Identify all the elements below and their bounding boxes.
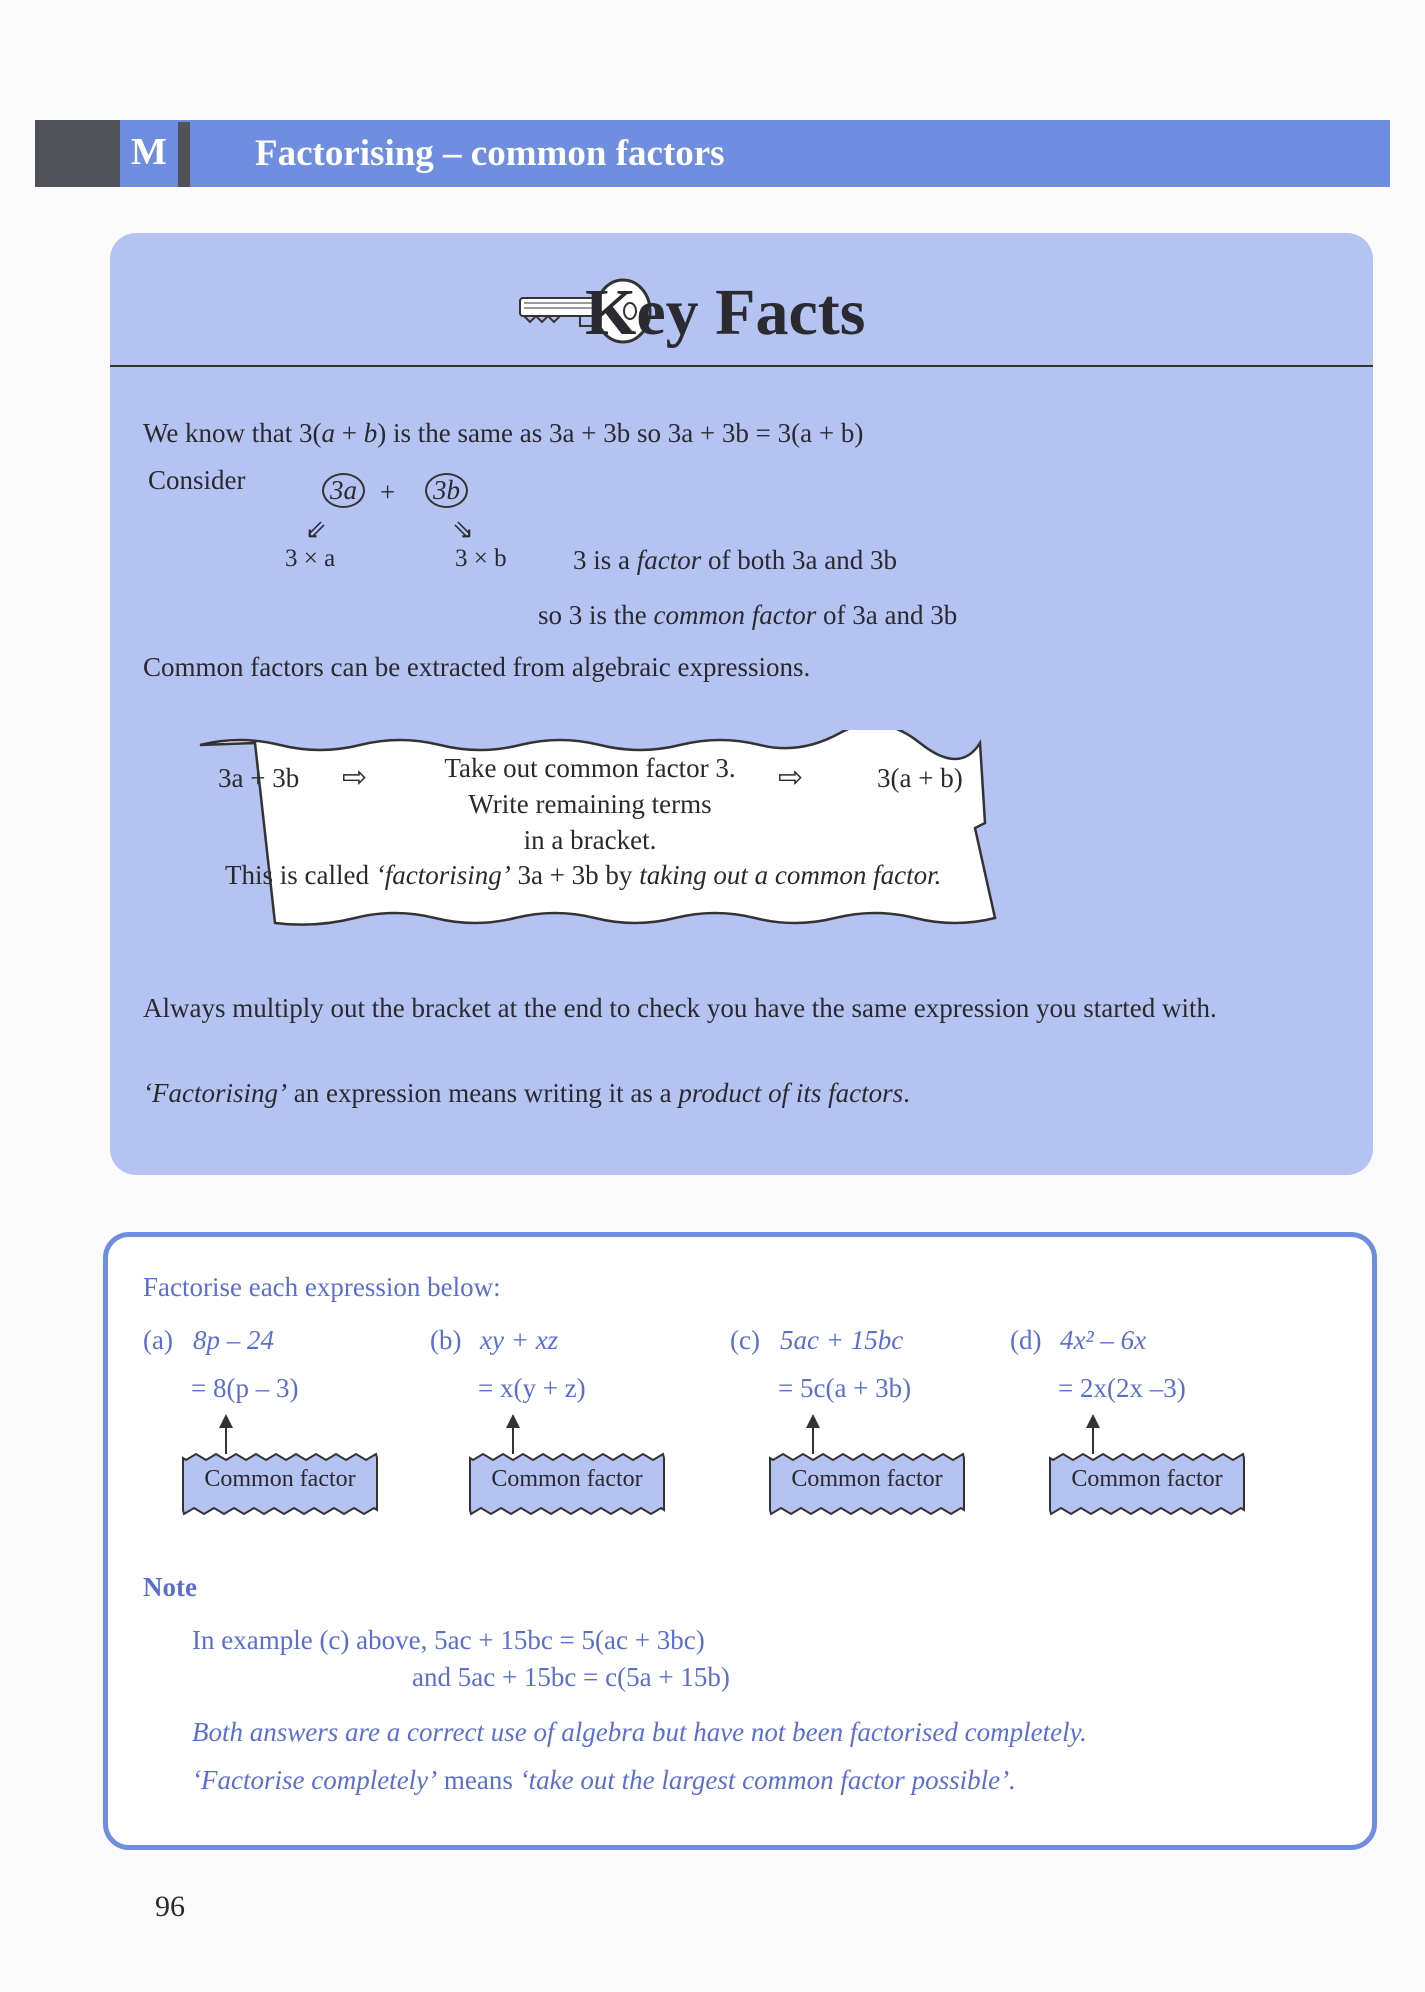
- common-factor-label: Common factor: [181, 1452, 379, 1512]
- example-expression: xy + xz: [480, 1325, 559, 1355]
- intro-line: We know that 3(a + b) is the same as 3a + 3b so 3a + 3b = 3(a + b): [143, 418, 864, 448]
- example-answer: = 8(p – 3): [191, 1373, 299, 1403]
- arrow-up-icon: [225, 1420, 227, 1454]
- consider-label: Consider: [148, 465, 246, 495]
- section-letter: M: [131, 131, 167, 173]
- common-factor-statement: so 3 is the common factor of 3a and 3b: [538, 600, 958, 630]
- check-advice: Always multiply out the bracket at the end to check you have the same expression you started with.: [143, 993, 1217, 1023]
- example-answer: = 5c(a + 3b): [778, 1373, 912, 1403]
- arrow-up-icon: [1092, 1420, 1094, 1454]
- common-factor-label: Common factor: [1048, 1452, 1246, 1512]
- factorising-definition: ‘Factorising’ an expression means writing it as a product of its factors.: [143, 1078, 910, 1108]
- key-facts-panel: [110, 233, 1373, 1175]
- page-number: 96: [155, 1890, 185, 1923]
- extract-statement: Common factors can be extracted from algebraic expressions.: [143, 652, 811, 682]
- term-3a: 3a: [322, 473, 365, 508]
- example-label: (d): [1010, 1325, 1042, 1355]
- example-expression: 8p – 24: [193, 1325, 274, 1355]
- example-label: (b): [430, 1325, 462, 1355]
- arrow-right-icon: ⇨: [778, 761, 804, 794]
- arrow-up-icon: [512, 1420, 514, 1454]
- example-label: (a): [143, 1325, 173, 1355]
- chapter-header: [35, 120, 1390, 187]
- callout-lhs: 3a + 3b: [218, 763, 300, 793]
- note-line-1: In example (c) above, 5ac + 15bc = 5(ac + 3bc): [192, 1625, 705, 1655]
- expansion-3b: 3 × b: [455, 545, 507, 572]
- examples-intro: Factorise each expression below:: [143, 1272, 501, 1302]
- example-expression: 4x² – 6x: [1060, 1325, 1147, 1355]
- callout-instructions: Take out common factor 3. Write remaining terms in a bracket.: [444, 753, 736, 855]
- callout-summary: This is called ‘factorising’ 3a + 3b by taking out a common factor.: [225, 860, 942, 890]
- example-answer: = x(y + z): [478, 1373, 586, 1403]
- arrow-down-left-icon: ⇙: [305, 515, 327, 544]
- note-line-4: ‘Factorise completely’ means ‘take out the largest common factor possible’.: [192, 1765, 1016, 1795]
- note-line-3: Both answers are a correct use of algebra but have not been factorised completely.: [192, 1717, 1087, 1747]
- header-tab: [35, 120, 120, 187]
- common-factor-label: Common factor: [768, 1452, 966, 1512]
- example-label: (c): [730, 1325, 760, 1355]
- plus-sign: +: [380, 477, 396, 507]
- common-factor-label: Common factor: [468, 1452, 666, 1512]
- header-divider: [178, 122, 190, 187]
- arrow-down-right-icon: ⇘: [452, 515, 474, 544]
- expansion-3a: 3 × a: [285, 545, 336, 572]
- key-facts-title: Key Facts: [585, 276, 866, 349]
- factor-statement: 3 is a factor of both 3a and 3b: [573, 545, 897, 575]
- chapter-title: Factorising – common factors: [255, 133, 725, 174]
- divider: [110, 365, 1373, 367]
- example-answer: = 2x(2x –3): [1058, 1373, 1186, 1403]
- note-line-2: and 5ac + 15bc = c(5a + 15b): [412, 1662, 730, 1692]
- note-title: Note: [143, 1572, 197, 1602]
- example-expression: 5ac + 15bc: [780, 1325, 904, 1355]
- arrow-up-icon: [812, 1420, 814, 1454]
- arrow-right-icon: ⇨: [342, 761, 368, 794]
- callout-rhs: 3(a + b): [877, 763, 963, 793]
- term-3b: 3b: [425, 473, 468, 508]
